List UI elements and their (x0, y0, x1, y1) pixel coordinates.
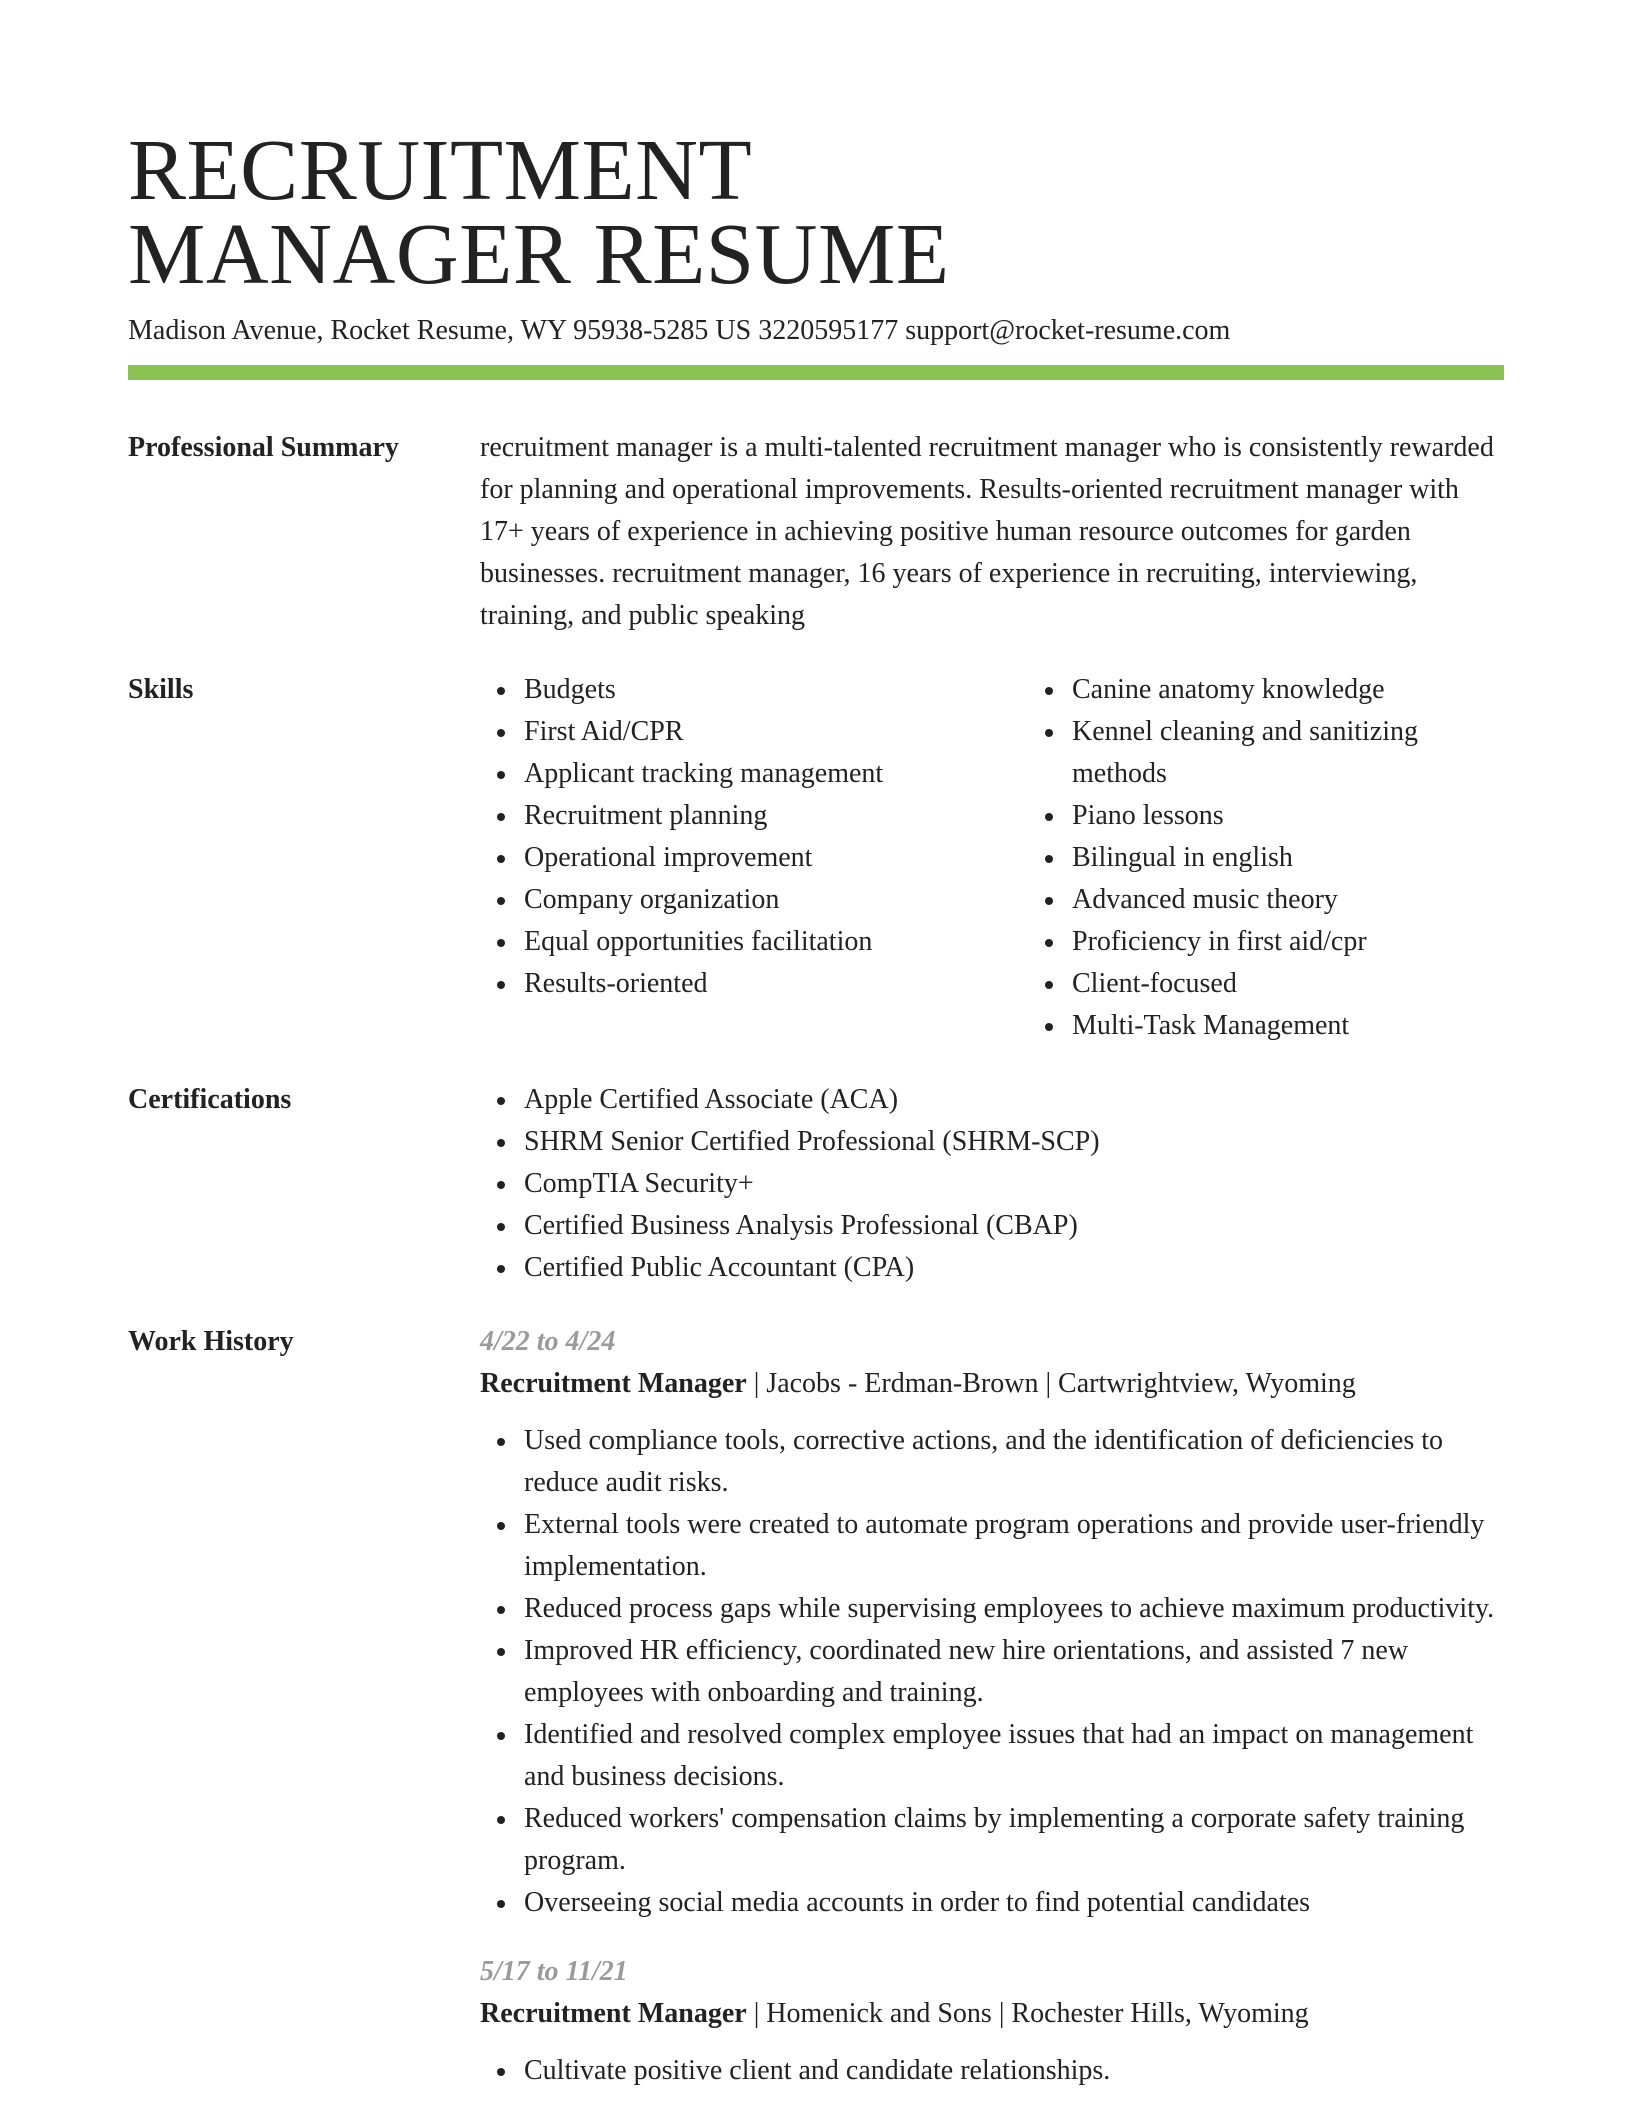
resume-title-line-1: RECRUITMENT (128, 121, 753, 218)
certifications-section (128, 1079, 1504, 1289)
job-employer-location: | Jacobs - Erdman-Brown | Cartwrightview, Wyoming (746, 1368, 1356, 1399)
work-history-label: Work History (128, 1326, 294, 1357)
job-bullet: Used compliance tools, corrective actions, and the identification of deficiencies to reduce audit risks. (524, 1420, 1504, 1504)
skill-item: Kennel cleaning and sanitizing methods (1072, 711, 1504, 795)
skills-list-left (480, 669, 1028, 1047)
job-bullet: Identified and resolved complex employee issues that had an impact on management and business decisions. (524, 1714, 1504, 1798)
resume-title (128, 121, 1504, 302)
job-dates: 4/22 to 4/24 (480, 1326, 616, 1357)
job-entry (480, 1321, 1504, 1924)
contact-phone: 3220595177 (758, 315, 906, 346)
job-bullet: Reduced workers' compensation claims by implementing a corporate safety training program. (524, 1798, 1504, 1882)
job-heading (480, 1363, 1504, 1405)
skill-item: First Aid/CPR (524, 711, 1028, 753)
skill-item: Applicant tracking management (524, 753, 1028, 795)
job-bullet: Overseeing social media accounts in order to find potential candidates (524, 1882, 1504, 1924)
skill-item: Canine anatomy knowledge (1072, 669, 1504, 711)
work-history-section (128, 1321, 1504, 2092)
job-heading (480, 1993, 1504, 2035)
job-bullet: Reduced process gaps while supervising employees to achieve maximum productivity. (524, 1588, 1504, 1630)
certification-item: Apple Certified Associate (ACA) (524, 1079, 1504, 1121)
skills-section (128, 669, 1504, 1047)
job-dates: 5/17 to 11/21 (480, 1956, 628, 1987)
certification-item: CompTIA Security+ (524, 1163, 1504, 1205)
job-bullet: Cultivate positive client and candidate relationships. (524, 2050, 1504, 2092)
skill-item: Proficiency in first aid/cpr (1072, 921, 1504, 963)
skill-item: Piano lessons (1072, 795, 1504, 837)
contact-address: Madison Avenue, Rocket Resume, WY 95938-5285 US (128, 315, 759, 346)
skill-item: Multi-Task Management (1072, 1005, 1504, 1047)
skill-item: Equal opportunities facilitation (524, 921, 1028, 963)
skill-item: Advanced music theory (1072, 879, 1504, 921)
certifications-body (480, 1079, 1504, 1289)
skill-item: Company organization (524, 879, 1028, 921)
certification-item: SHRM Senior Certified Professional (SHRM-SCP) (524, 1121, 1504, 1163)
work-history-body (480, 1321, 1504, 2092)
summary-label: Professional Summary (128, 432, 399, 463)
job-bullet: External tools were created to automate program operations and provide user-friendly implementation. (524, 1504, 1504, 1588)
contact-line (128, 314, 1504, 348)
job-title: Recruitment Manager (480, 1998, 747, 2029)
skill-item: Bilingual in english (1072, 837, 1504, 879)
skill-item: Recruitment planning (524, 795, 1028, 837)
certification-item: Certified Business Analysis Professional (CBAP) (524, 1205, 1504, 1247)
resume-page (128, 0, 1504, 2092)
certifications-list (480, 1079, 1504, 1289)
resume-title-line-2: MANAGER RESUME (128, 205, 950, 302)
job-bullet: Improved HR efficiency, coordinated new hire orientations, and assisted 7 new employees with onboarding and training. (524, 1630, 1504, 1714)
skill-item: Client-focused (1072, 963, 1504, 1005)
job-title: Recruitment Manager (480, 1368, 747, 1399)
skills-list-right (1028, 669, 1504, 1047)
skills-columns (480, 669, 1504, 1047)
contact-email: support@rocket-resume.com (905, 315, 1231, 346)
skill-item: Budgets (524, 669, 1028, 711)
skills-label: Skills (128, 674, 194, 705)
skill-item: Results-oriented (524, 963, 1028, 1005)
job-bullets (480, 2050, 1504, 2092)
skill-item: Operational improvement (524, 837, 1028, 879)
certification-item: Certified Public Accountant (CPA) (524, 1247, 1504, 1289)
summary-text: recruitment manager is a multi-talented recruitment manager who is consistently rewarded for planning and operational improvements. Results-oriented recruitment manager with 17+ years of experience in achieving positive human resource outcomes for garden businesses. recruitment manager, 16 years of experience in recruiting, interviewing, training, and public speaking (480, 432, 1494, 631)
header-divider (128, 365, 1504, 380)
certifications-label: Certifications (128, 1084, 292, 1115)
job-bullets (480, 1420, 1504, 1924)
job-employer-location: | Homenick and Sons | Rochester Hills, Wyoming (746, 1998, 1309, 2029)
job-entry (480, 1951, 1504, 2092)
summary-section (128, 427, 1504, 637)
